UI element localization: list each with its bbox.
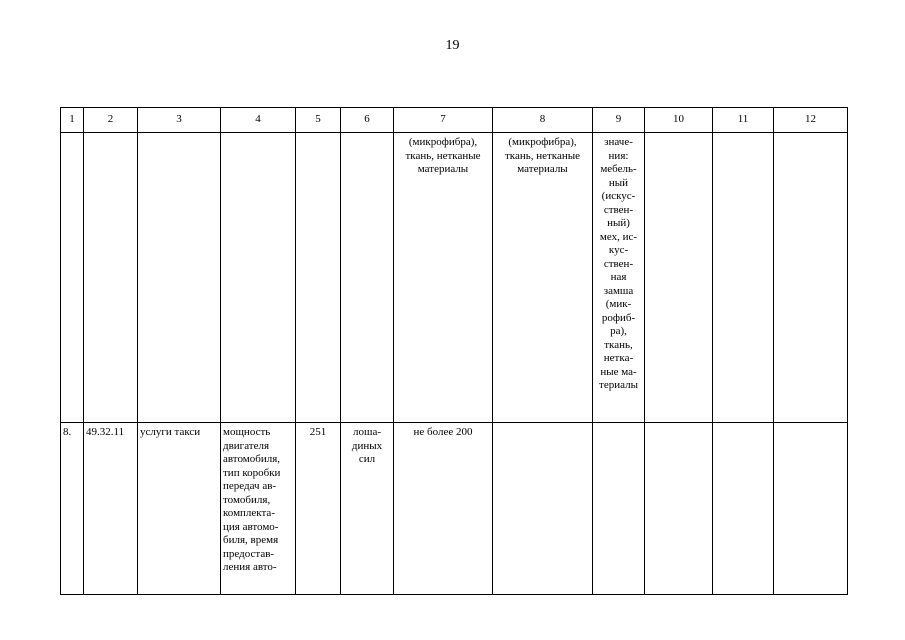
table-cell-empty: [341, 133, 394, 423]
table-cell-empty: [296, 133, 341, 423]
cell-text: (микрофибра), ткань, нетканые материалы: [405, 136, 481, 175]
page-number: 19: [445, 38, 460, 53]
table-cell-empty: [221, 133, 296, 423]
cell-text: 251: [309, 426, 327, 438]
cell-text: (микрофибра), ткань, нетканые материалы: [504, 136, 581, 175]
cell-text: 8.: [63, 426, 72, 438]
cell-text: услуги такси: [140, 426, 201, 438]
table-cell-empty: [774, 423, 848, 595]
header-cell: 9: [593, 108, 645, 133]
table-cell-limit: [394, 423, 493, 595]
table-row-continuation: [61, 133, 848, 423]
table-cell-empty: [138, 133, 221, 423]
table-cell-code: [84, 423, 138, 595]
cell-text: не более 200: [413, 426, 473, 438]
table-header-row: [61, 108, 848, 133]
table-cell-empty: [645, 423, 713, 595]
table-cell-col7: [394, 133, 493, 423]
table-row-8: [61, 423, 848, 595]
table-cell-empty: [713, 423, 774, 595]
header-cell: 10: [645, 108, 713, 133]
header-cell: 3: [138, 108, 221, 133]
cell-text: 49.32.11: [86, 426, 125, 438]
table-cell-empty: [61, 133, 84, 423]
cell-text: значе- ния: мебель- ный (искус- ствен- ный) мех, ис- кус- ствен- ная замша (мик- рофиб- ра), ткань, неткa- ные ма- териалы: [599, 136, 638, 391]
table-cell-number: [61, 423, 84, 595]
table-cell-characteristic: [221, 423, 296, 595]
cell-text: лоша- диных сил: [351, 426, 383, 465]
header-cell: 7: [394, 108, 493, 133]
table-cell-col8: [493, 133, 593, 423]
table-cell-empty: [713, 133, 774, 423]
header-cell: 12: [774, 108, 848, 133]
table-cell-unit-name: [341, 423, 394, 595]
header-cell: 2: [84, 108, 138, 133]
data-table: [60, 107, 848, 595]
cell-text: мощность двигателя автомобиля, тип коробки передач ав- томобиля, комплекта- ция автомо- биля, время предостав- ления авто-: [223, 426, 281, 573]
header-cell: 11: [713, 108, 774, 133]
table-cell-empty: [593, 423, 645, 595]
table-cell-empty: [493, 423, 593, 595]
table-cell-empty: [645, 133, 713, 423]
table-cell-empty: [84, 133, 138, 423]
table-cell-unit-code: [296, 423, 341, 595]
table-cell-col9: [593, 133, 645, 423]
header-cell: 6: [341, 108, 394, 133]
header-cell: 4: [221, 108, 296, 133]
header-cell: 1: [61, 108, 84, 133]
header-cell: 5: [296, 108, 341, 133]
table-cell-empty: [774, 133, 848, 423]
table-cell-service: [138, 423, 221, 595]
header-cell: 8: [493, 108, 593, 133]
